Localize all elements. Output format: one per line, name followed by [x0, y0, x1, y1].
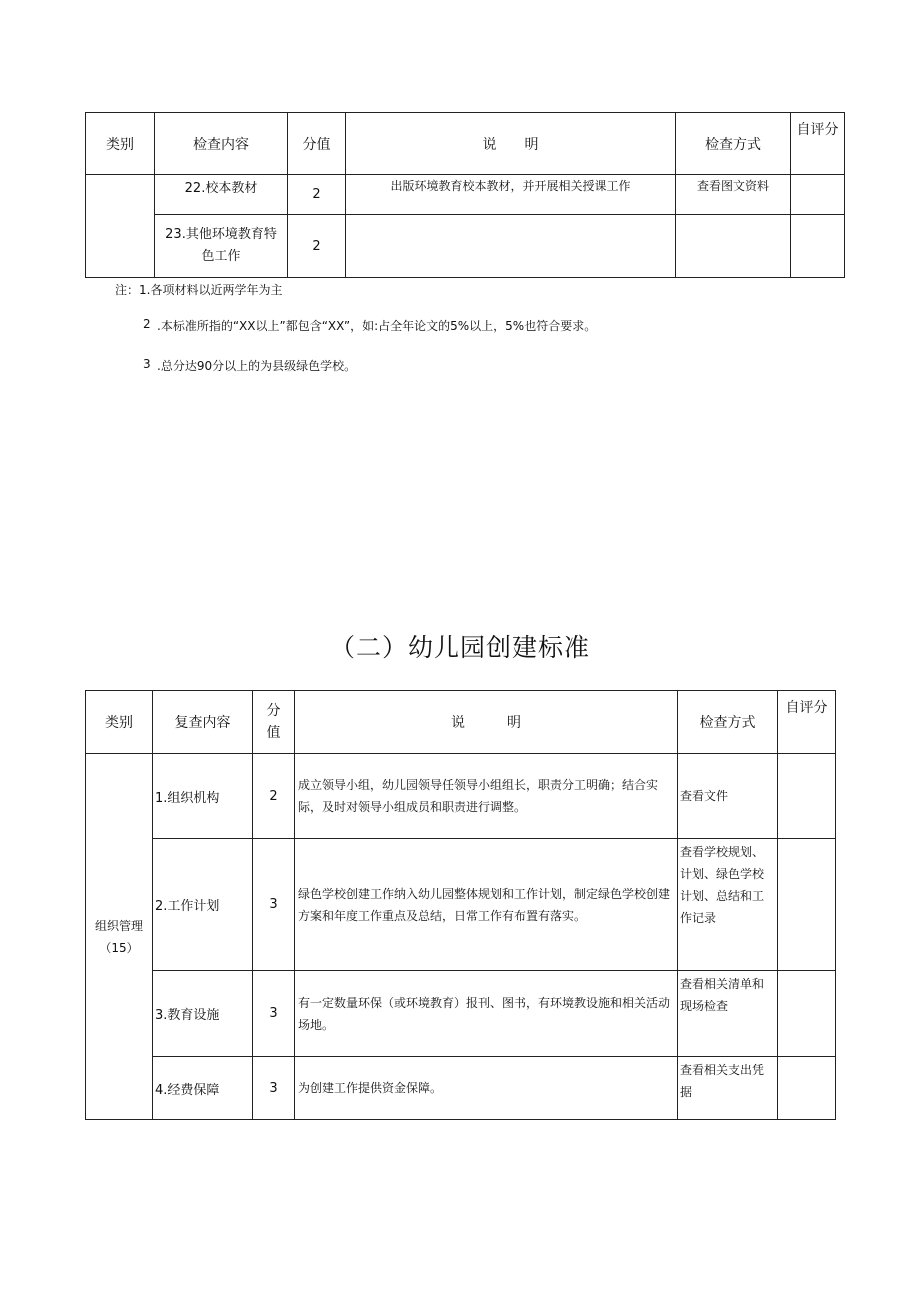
- row-content: 3.教育设施: [153, 971, 253, 1057]
- row-score: 3: [253, 1057, 295, 1120]
- row-method: [676, 215, 791, 278]
- header-category: 类别: [86, 113, 155, 175]
- row-content: 4.经费保障: [153, 1057, 253, 1120]
- header-self-score: 自评分: [791, 113, 845, 175]
- row-self-score: [791, 175, 845, 215]
- row-method: 查看文件: [678, 754, 778, 839]
- header-content: 复查内容: [153, 691, 253, 754]
- row-description: 成立领导小组，幼儿园领导任领导小组组长，职责分工明确；结合实际，及时对领导小组成员和职责进行调整。: [295, 754, 678, 839]
- header-content: 检查内容: [155, 113, 288, 175]
- row-content: 22.校本教材: [155, 175, 288, 215]
- row-self-score: [791, 215, 845, 278]
- row-description: 绿色学校创建工作纳入幼儿园整体规划和工作计划，制定绿色学校创建方案和年度工作重点及总结，日常工作有布置有落实。: [295, 839, 678, 971]
- header-category: 类别: [86, 691, 153, 754]
- row-score: 2: [288, 175, 346, 215]
- category-cell: [86, 175, 155, 278]
- row-self-score: [778, 839, 836, 971]
- header-description: 说 明: [295, 691, 678, 754]
- row-content: 23.其他环境教育特色工作: [155, 215, 288, 278]
- row-score: 3: [253, 839, 295, 971]
- row-method: 查看图文资料: [676, 175, 791, 215]
- note-3-number: 3: [143, 357, 151, 371]
- note-2-number: 2: [143, 317, 151, 331]
- row-method: 查看相关支出凭据: [678, 1057, 778, 1120]
- note-1: 注：1.各项材料以近两学年为主: [115, 283, 283, 297]
- row-description: 为创建工作提供资金保障。: [295, 1057, 678, 1120]
- row-method: 查看学校规划、计划、绿色学校计划、总结和工作记录: [678, 839, 778, 971]
- category-organization: 组织管理（15）: [86, 754, 153, 1120]
- row-score: 2: [288, 215, 346, 278]
- table-kindergarten-standard: [85, 690, 836, 1120]
- note-3-text: .总分达90分以上的为县级绿色学校。: [157, 359, 357, 373]
- row-content: 1.组织机构: [153, 754, 253, 839]
- row-description: 有一定数量环保（或环境教育）报刊、图书，有环境教设施和相关活动场地。: [295, 971, 678, 1057]
- header-score: 分值: [253, 691, 295, 754]
- table-environment-standard: [85, 112, 845, 278]
- row-self-score: [778, 1057, 836, 1120]
- row-content: 2.工作计划: [153, 839, 253, 971]
- row-self-score: [778, 971, 836, 1057]
- header-method: 检查方式: [676, 113, 791, 175]
- row-score: 3: [253, 971, 295, 1057]
- header-self-score: 自评分: [778, 691, 836, 754]
- note-2-text: .本标准所指的“XX以上”都包含“XX”，如:占全年论文的5%以上，5%也符合要求。: [157, 319, 597, 333]
- header-method: 检查方式: [678, 691, 778, 754]
- header-description: 说 明: [346, 113, 676, 175]
- row-description: 出版环境教育校本教材，并开展相关授课工作: [346, 175, 676, 215]
- row-method: 查看相关清单和现场检查: [678, 971, 778, 1057]
- section-title: （二）幼儿园创建标准: [329, 633, 590, 662]
- row-score: 2: [253, 754, 295, 839]
- row-description: [346, 215, 676, 278]
- header-score: 分值: [288, 113, 346, 175]
- row-self-score: [778, 754, 836, 839]
